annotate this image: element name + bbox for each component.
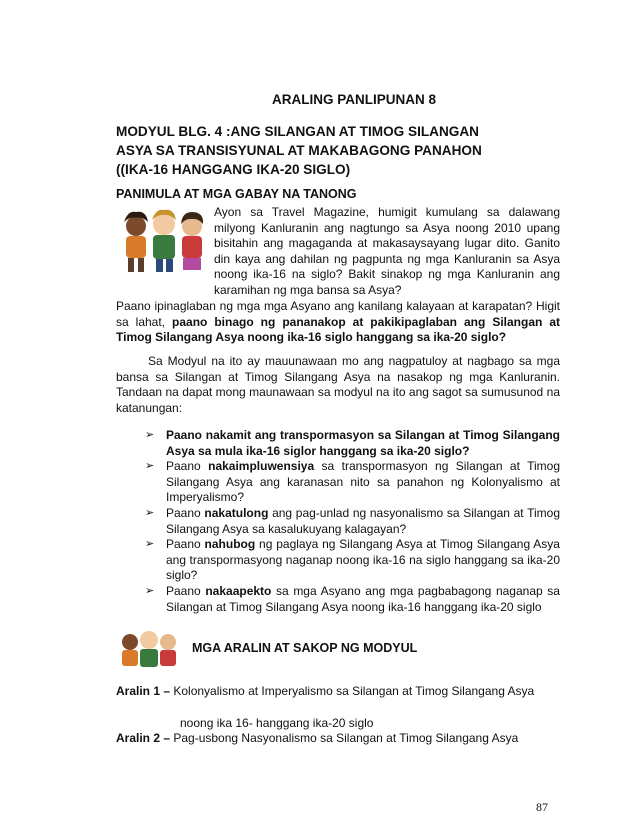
arrow-bullet-icon: ➢: [145, 460, 155, 473]
question-5-pre: Paano: [166, 583, 206, 598]
child-left: [124, 212, 148, 272]
question-4-post: ng paglaya ng Silangang Asya at Timog Silangang Asya ang transpormasyong naganap noong ika-16 na siglo hanggang sa ika-20 siglo?: [166, 537, 560, 583]
children-illustration: [120, 206, 208, 276]
child-right: [181, 212, 203, 270]
children-small-illustration: [116, 628, 182, 674]
question-5-keyword: nakaapekto: [205, 583, 272, 598]
module-title-line-1: MODYUL BLG. 4 :ANG SILANGAN AT TIMOG SILANGAN: [116, 124, 479, 139]
lesson-1-title: Kolonyalismo at Imperyalismo sa Silangan at Timog Silangang Asya: [170, 684, 535, 698]
intro-paragraph-1-bold: paano binago ng pananakop at pakikipaglaban ang Silangan at Timog Silangang Asya noong ika-16 siglo hanggang sa ika-20 siglo?: [116, 314, 560, 345]
question-2-post: sa transpormasyon ng Silangan at Timog Silangang Asya ang karanasan nito sa panahon ng Kolonyalismo at Imperyalismo?: [166, 459, 560, 505]
arrow-bullet-icon: ➢: [145, 584, 155, 597]
intro-paragraph-2: [116, 354, 560, 416]
question-1-text: Paano nakamit ang transpormasyon sa Silangan at Timog Silangang Asya sa mula ika-16 siglor hanggang sa ika-20 siglo?: [166, 428, 560, 458]
lesson-1-label: Aralin 1 –: [116, 684, 171, 698]
lesson-2-label: Aralin 2 –: [116, 731, 171, 745]
question-3-pre: Paano: [166, 505, 205, 520]
intro-heading: PANIMULA AT MGA GABAY NA TANONG: [116, 187, 357, 201]
question-2-keyword: nakaimpluwensiya: [208, 459, 315, 474]
lesson-2-title: Pag-usbong Nasyonalismo sa Silangan at Timog Silangang Asya: [170, 731, 519, 745]
module-title-line-2: ASYA SA TRANSISYUNAL AT MAKABAGONG PANAHON: [116, 143, 482, 158]
arrow-bullet-icon: ➢: [145, 429, 155, 441]
list-item: [145, 428, 560, 459]
lesson-1-subtitle: noong ika 16- hanggang ika-20 siglo: [180, 716, 374, 730]
intro-paragraph-1-text: Paano ipinaglaban ng mga mga Asyano ang kanilang kalayaan at karapatan? Higit sa lahat,: [116, 299, 560, 329]
list-item: [145, 506, 560, 537]
lesson-2: [116, 731, 560, 747]
question-5-post: sa mga Asyano ang mga pagbabagong naganap sa Silangan at Timog Silangang Asya noong ika-16 hanggang ika-20 siglo: [166, 583, 560, 614]
intro-indented-text: Ayon sa Travel Magazine, humigit kumulang sa dalawang milyong Kanluranin ang nagtungo sa Asya noong 2010 upang bisitahin ang magaganda at makasaysayang lugar dito. Ganito din kaya ang dahilan ng pagpunta ng mga Kanluranin sa Asya noong ika-16 na siglo? Bakit sinakop ng mga Kanluranin ang karamihan ng mga bansa sa Asya?: [214, 205, 560, 297]
guide-questions-list: [145, 428, 560, 615]
question-2-pre: Paano: [166, 459, 209, 474]
list-item: [145, 537, 560, 584]
question-3-post: ang pag-unlad ng nasyonalismo sa Silangan at Timog Silangang Asya sa kasalukuyang kalagayan?: [166, 505, 560, 536]
module-title-line-3: ((IKA-16 HANGGANG IKA-20 SIGLO): [116, 162, 351, 177]
arrow-bullet-icon: ➢: [145, 538, 155, 551]
lessons-heading: MGA ARALIN AT SAKOP NG MODYUL: [192, 641, 418, 655]
module-title: [116, 122, 556, 179]
question-4-keyword: nahubog: [204, 537, 256, 552]
list-item: [145, 584, 560, 615]
intro-paragraph-1: [116, 299, 560, 346]
question-3-keyword: nakatulong: [204, 505, 269, 520]
intro-paragraph-2-text: Sa Modyul na ito ay mauunawaan mo ang nagpatuloy at nagbago sa mga bansa sa Silangan at Timog Silangang Asya na nasakop ng mga Kanluranin. Tandaan na dapat mong maunawaan sa modyul na ito ang sagot sa sumusunod na katanungan:: [116, 354, 560, 415]
lesson-1: [116, 684, 560, 700]
arrow-bullet-icon: ➢: [145, 506, 155, 519]
page-number: 87: [536, 800, 548, 814]
child-middle: [152, 210, 176, 272]
subject-title: ARALING PANLIPUNAN 8: [272, 92, 437, 107]
question-4-pre: Paano: [166, 537, 205, 552]
list-item: [145, 459, 560, 506]
